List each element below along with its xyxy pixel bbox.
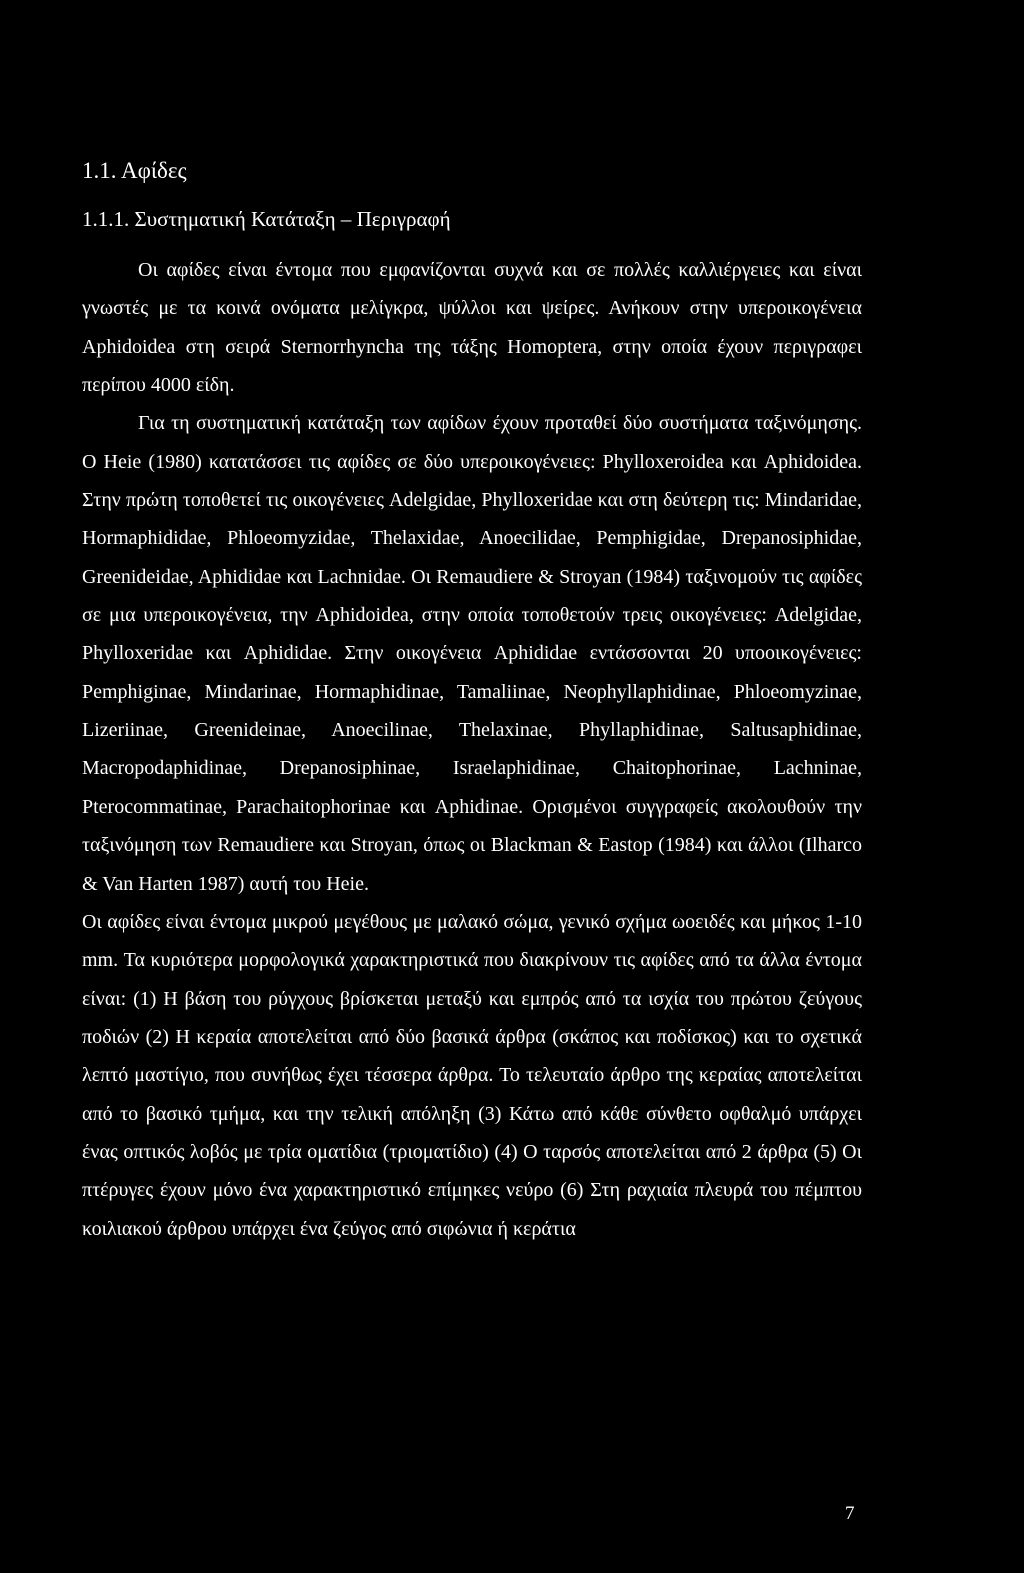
body-text xyxy=(82,251,862,1248)
page-number: 7 xyxy=(845,1503,855,1524)
subsection-heading: 1.1.1. Συστηματική Κατάταξη – Περιγραφή xyxy=(82,207,451,231)
paragraph-2: Για τη συστηματική κατάταξη των αφίδων έχουν προταθεί δύο συστήματα ταξινόμησης. Ο Heie (1980) κατατάσσει τις αφίδες σε δύο υπεροικογένειες: Phylloxeroidea και Aphidoidea. Στην πρώτη τοποθετεί τις οικογένειες Adelgidae, Phylloxeridae και στη δεύτερη τις: Mindaridae, Hormaphididae, Phloeomyzidae, Thelaxidae, Anoecilidae, Pemphigidae, Drepanosiphidae, Greenideidae, Aphididae και Lachnidae. Οι Remaudiere & Stroyan (1984) ταξινομούν τις αφίδες σε μια υπεροικογένεια, την Aphidoidea, στην οποία τοποθετούν τρεις οικογένειες: Adelgidae, Phylloxeridae και Aphididae. Στην οικογένεια Aphididae εντάσσονται 20 υποοικογένειες: Pemphiginae, Mindarinae, Hormaphidinae, Tamaliinae, Neophyllaphidinae, Phloeomyzinae, Lizeriinae, Greenideinae, Anoecilinae, Thelaxinae, Phyllaphidinae, Saltusaphidinae, Macropodaphidinae, Drepanosiphinae, Israelaphidinae, Chaitophorinae, Lachninae, Pterocommatinae, Parachaitophorinae και Aphidinae. Ορισμένοι συγγραφείς ακολουθούν την ταξινόμηση των Remaudiere και Stroyan, όπως οι Blackman & Eastop (1984) και άλλοι (Ilharco & Van Harten 1987) αυτή του Heie. xyxy=(82,412,862,895)
section-heading: 1.1. Αφίδες xyxy=(82,158,187,183)
paragraph-3: Οι αφίδες είναι έντομα μικρού μεγέθους με μαλακό σώμα, γενικό σχήμα ωοειδές και μήκος 1-10 mm. Τα κυριότερα μορφολογικά χαρακτηριστικά που διακρίνουν τις αφίδες από τα άλλα έντομα είναι: (1) Η βάση του ρύγχους βρίσκεται μεταξύ και εμπρός από τα ισχία του πρώτου ζεύγους ποδιών (2) Η κεραία αποτελείται από δύο βασικά άρθρα (σκάπος και ποδίσκος) και το σχετικά λεπτό μαστίγιο, που συνήθως έχει τέσσερα άρθρα. Το τελευταίο άρθρο της κεραίας αποτελείται από το βασικό τμήμα, και την τελική απόληξη (3) Κάτω από κάθε σύνθετο οφθαλμό υπάρχει ένας οπτικός λοβός με τρία οματίδια (τριοματίδιο) (4) Ο ταρσός αποτελείται από 2 άρθρα (5) Οι πτέρυγες έχουν μόνο ένα χαρακτηριστικό επίμηκες νεύρο (6) Στη ραχιαία πλευρά του πέμπτου κοιλιακού άρθρου υπάρχει ένα ζεύγος από σιφώνια ή κεράτια xyxy=(82,910,862,1240)
paragraph-1: Οι αφίδες είναι έντομα που εμφανίζονται συχνά και σε πολλές καλλιέργειες και είναι γνωστές με τα κοινά ονόματα μελίγκρα, ψύλλοι και ψείρες. Ανήκουν στην υπεροικογένεια Aphidoidea στη σειρά Sternorrhyncha της τάξης Homoptera, στην οποία έχουν περιγραφει περίπου 4000 είδη. xyxy=(82,259,862,397)
